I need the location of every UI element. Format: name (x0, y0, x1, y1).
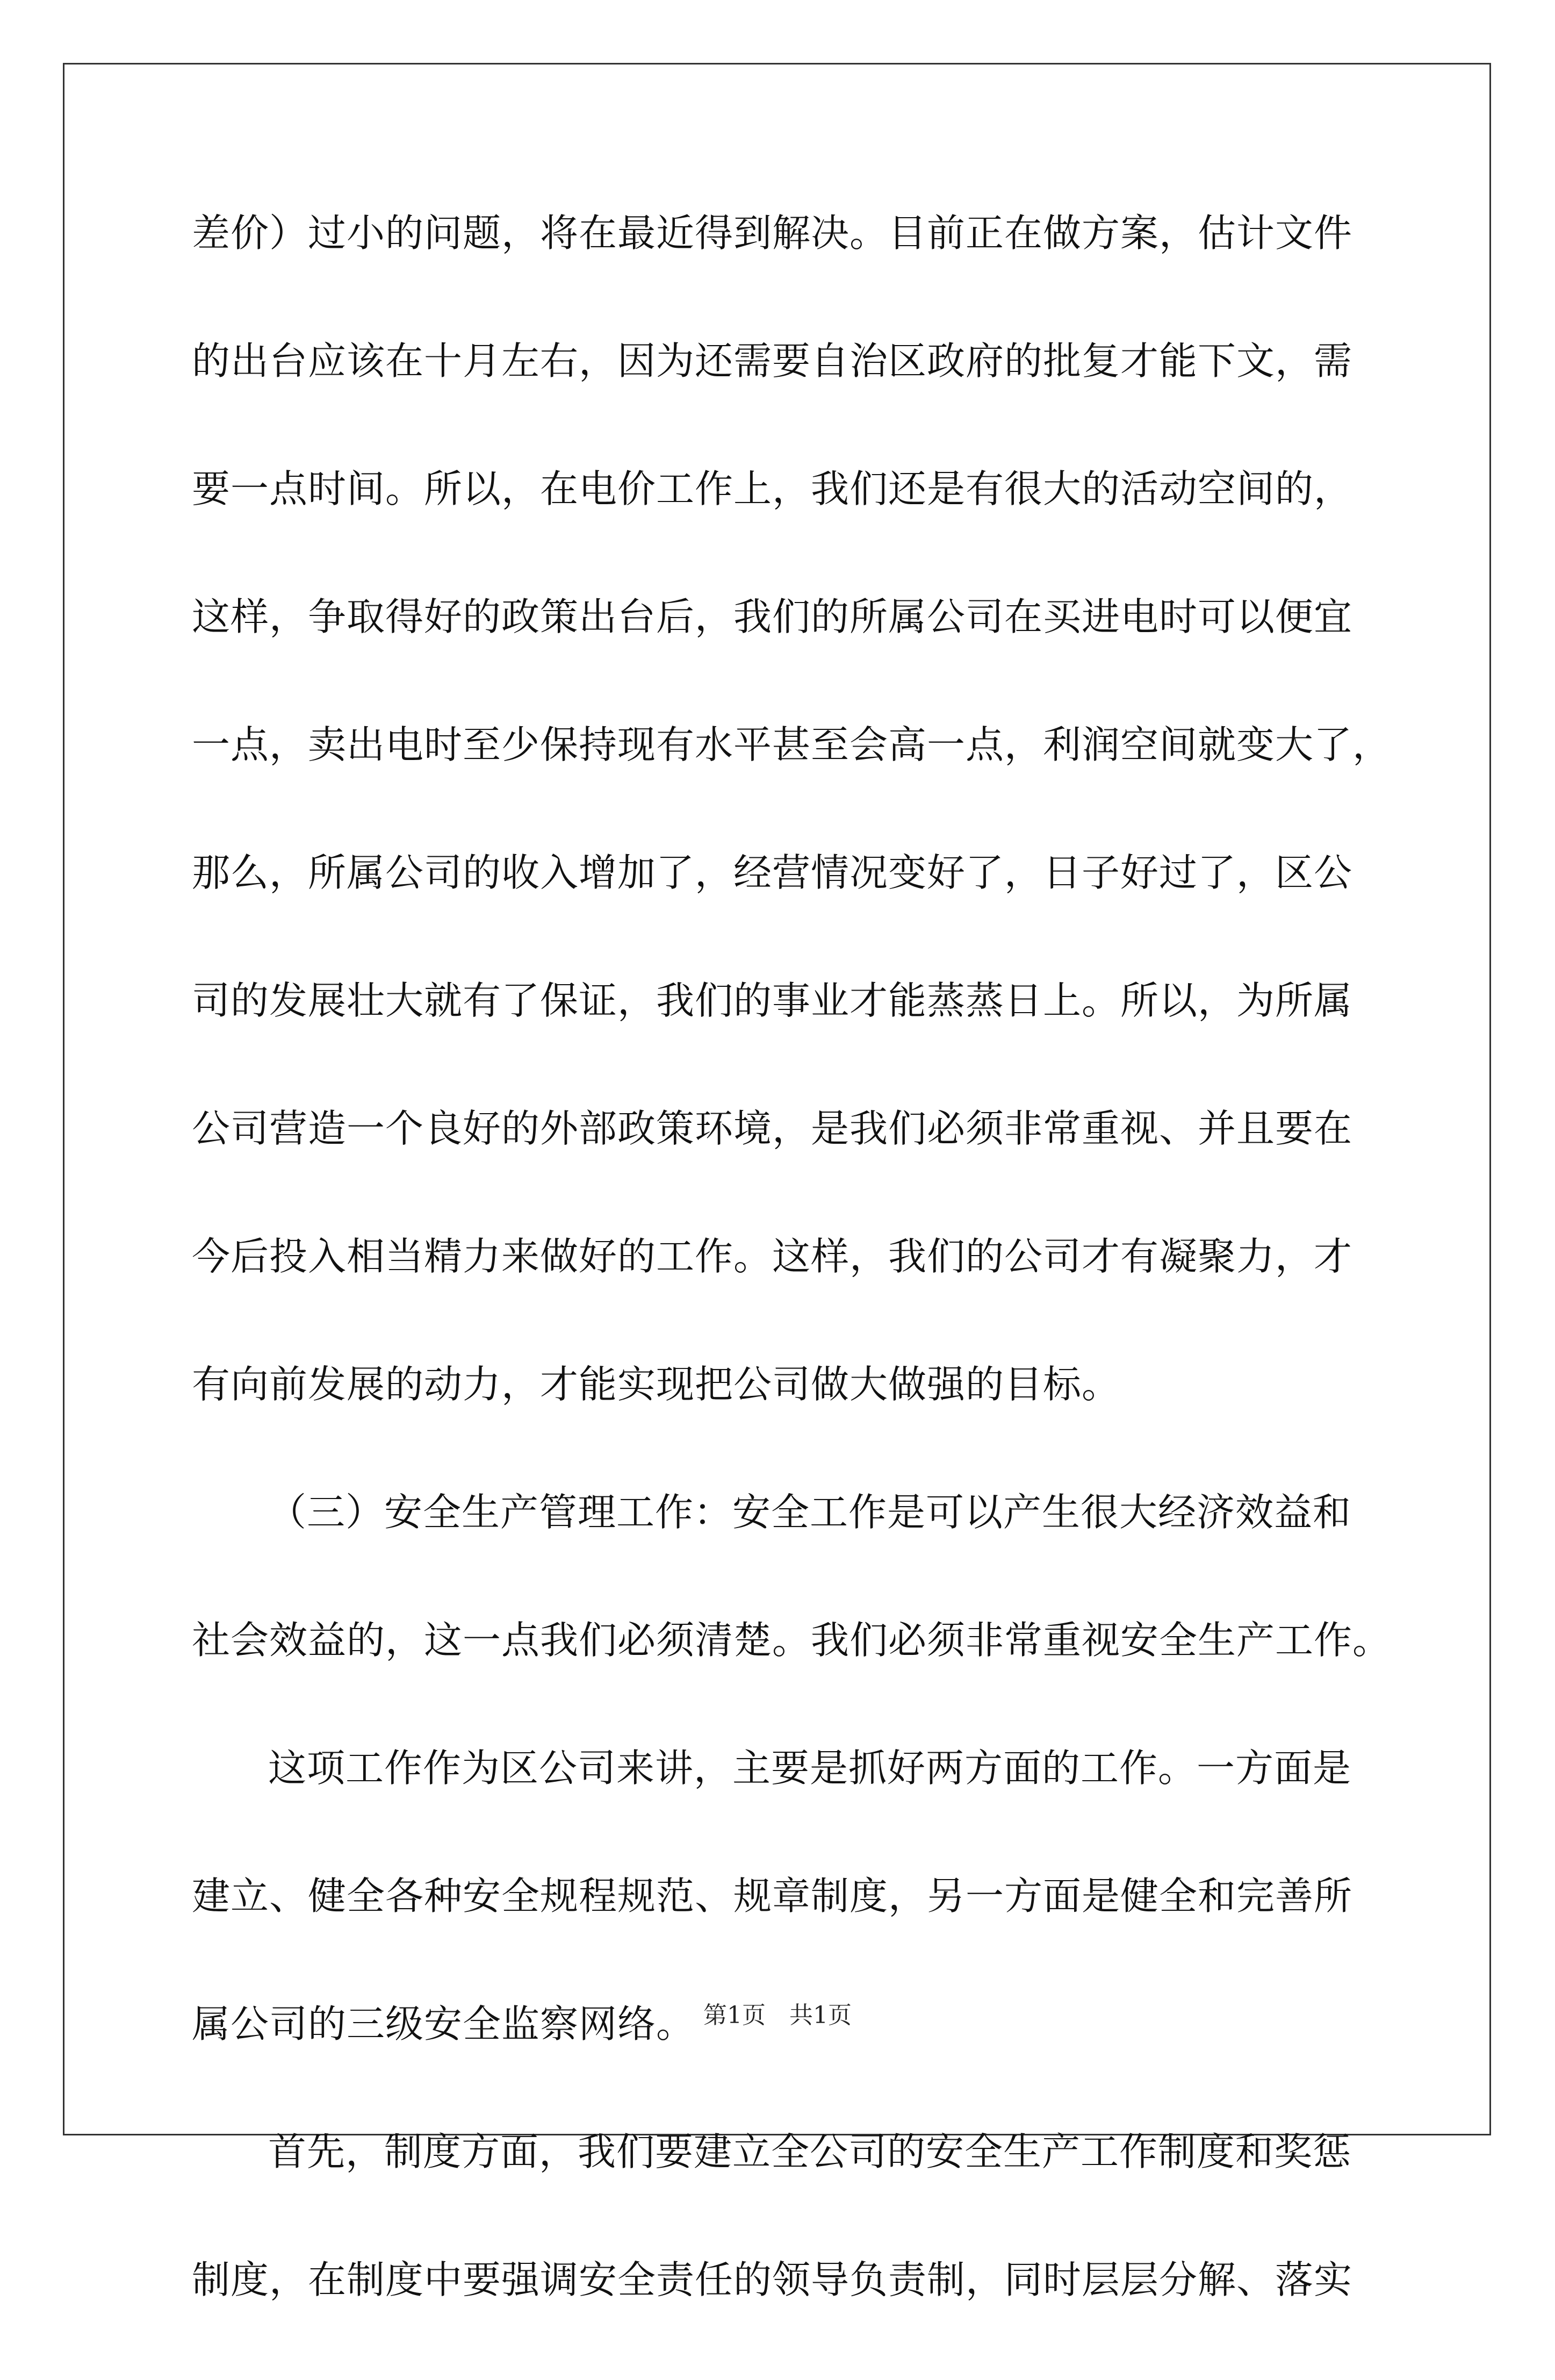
document-body (192, 205, 1392, 2380)
paragraph-start-line: 首先，制度方面，我们要建立全公司的安全生产工作制度和奖惩 (268, 2130, 1352, 2174)
section-heading-line: （三）安全生产管理工作：安全工作是可以产生很大经济效益和 (268, 1490, 1352, 1535)
text-line: 今后投入相当精力来做好的工作。这样，我们的公司才有凝聚力，才 (192, 1234, 1353, 1279)
text-line: 这样，争取得好的政策出台后，我们的所属公司在买进电时可以便宜 (192, 594, 1353, 639)
text-line: 司的发展壮大就有了保证，我们的事业才能蒸蒸日上。所以，为所属 (192, 978, 1353, 1023)
paragraph-start-line: 这项工作作为区公司来讲，主要是抓好两方面的工作。一方面是 (268, 1746, 1352, 1790)
text-line: 制度，在制度中要强调安全责任的领导负责制，同时层层分解、落实 (192, 2257, 1353, 2302)
text-line: 差价）过小的问题，将在最近得到解决。目前正在做方案，估计文件 (192, 211, 1353, 255)
text-line: 有向前发展的动力，才能实现把公司做大做强的目标。 (192, 1362, 1121, 1407)
text-line: 公司营造一个良好的外部政策环境，是我们必须非常重视、并且要在 (192, 1106, 1353, 1151)
text-line: 的出台应该在十月左右，因为还需要自治区政府的批复才能下文，需 (192, 339, 1353, 383)
text-line: 要一点时间。所以，在电价工作上，我们还是有很大的活动空间的， (192, 467, 1353, 511)
text-line: 属公司的三级安全监察网络。 (192, 2002, 695, 2046)
page-number-footer: 第1页 共1页 (703, 2002, 852, 2029)
text-line: 那么，所属公司的收入增加了，经营情况变好了，日子好过了，区公 (192, 850, 1353, 895)
text-line: 建立、健全各种安全规程规范、规章制度，另一方面是健全和完善所 (192, 1874, 1353, 1918)
text-line: 社会效益的，这一点我们必须清楚。我们必须非常重视安全生产工作。 (192, 1618, 1392, 1662)
text-line: 一点，卖出电时至少保持现有水平甚至会高一点，利润空间就变大了， (192, 722, 1392, 767)
